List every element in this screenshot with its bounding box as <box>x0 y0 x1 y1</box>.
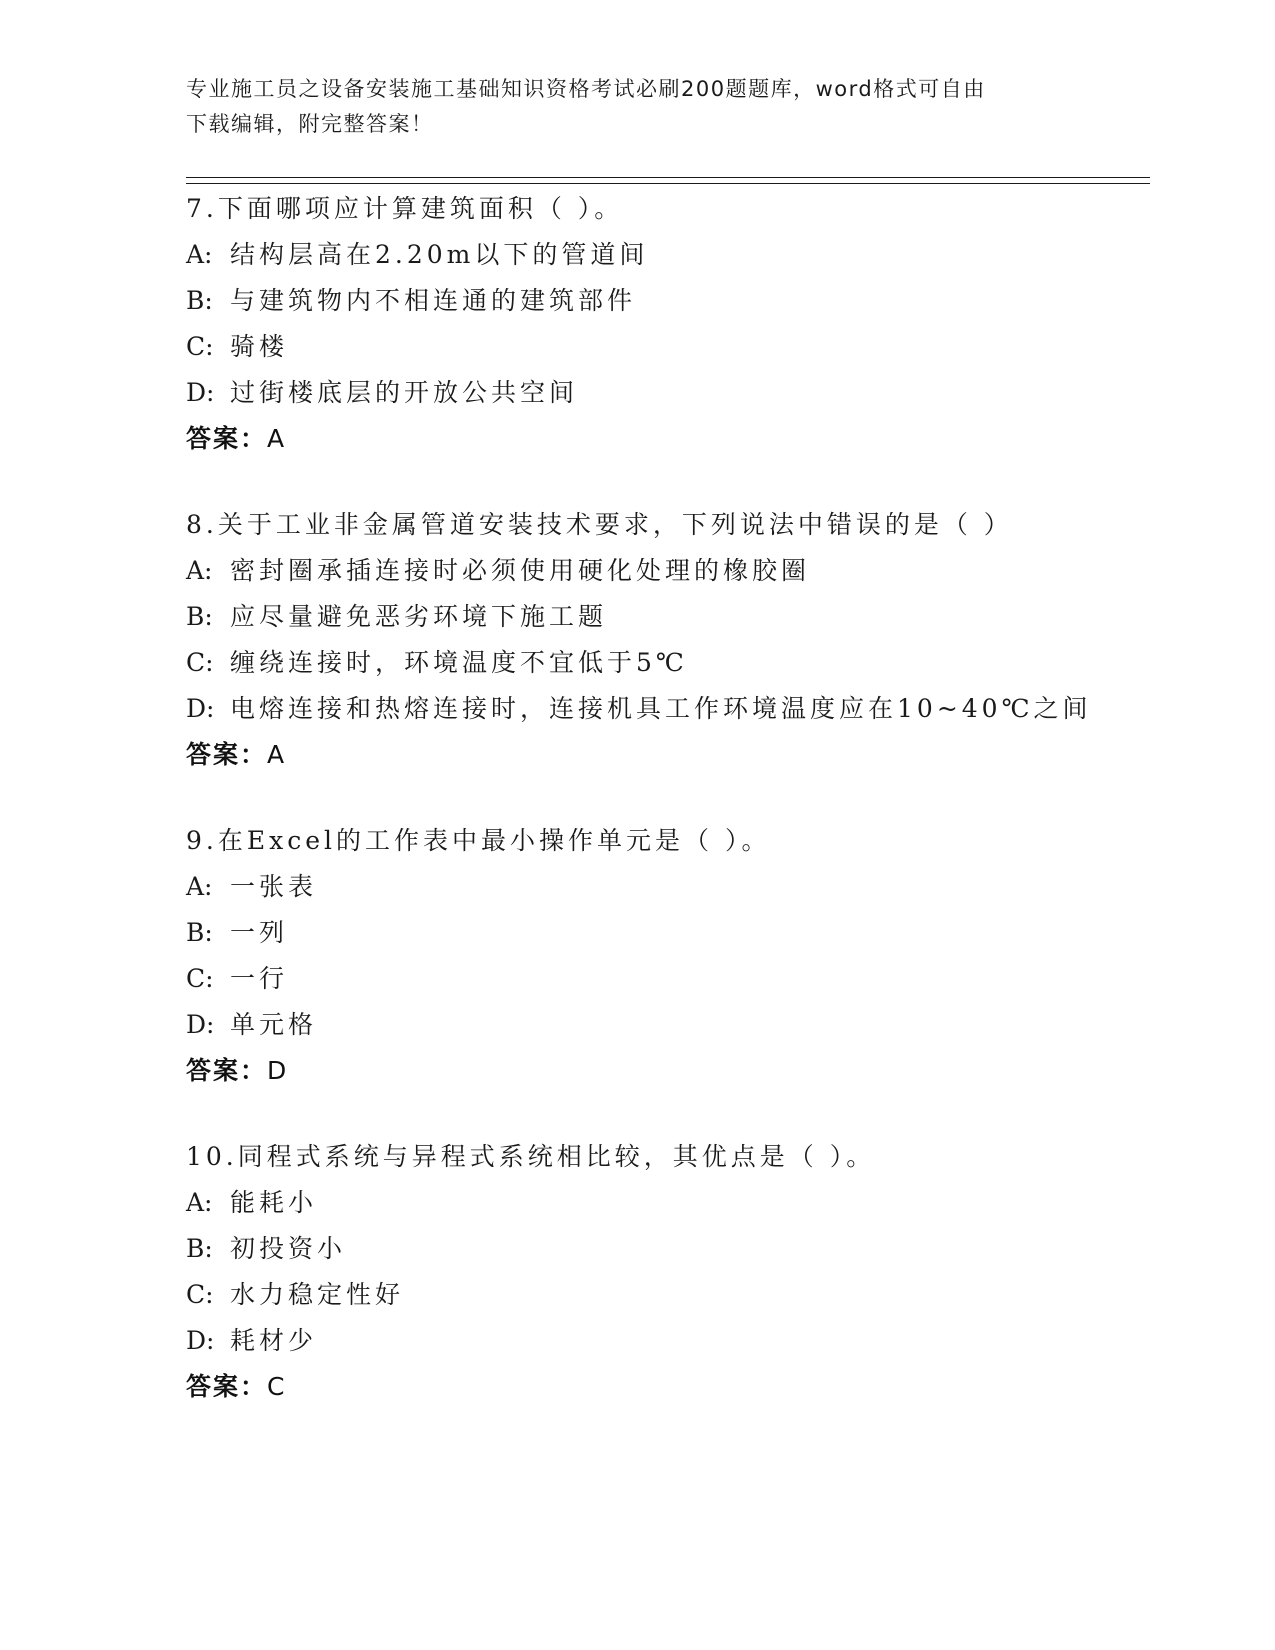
answer-value: A <box>267 740 287 769</box>
option-letter: D: <box>186 1010 215 1039</box>
header-divider-top <box>186 177 1150 178</box>
option-b <box>186 594 1126 640</box>
option-letter: C: <box>186 964 214 993</box>
option-a <box>186 232 1126 278</box>
option-letter: D: <box>186 378 215 407</box>
option-text: 与建筑物内不相连通的建筑部件 <box>230 286 637 315</box>
option-d <box>186 686 1126 732</box>
answer-label: 答案： <box>186 740 268 769</box>
option-c <box>186 956 1126 1002</box>
header-divider-bottom <box>186 183 1150 184</box>
question-7 <box>186 186 1126 462</box>
option-a <box>186 864 1126 910</box>
document-header <box>186 72 1066 142</box>
option-d <box>186 1002 1126 1048</box>
option-b <box>186 910 1126 956</box>
option-text: 应尽量避免恶劣环境下施工题 <box>230 602 608 631</box>
option-text: 骑楼 <box>230 332 289 361</box>
answer-line <box>186 1048 1126 1094</box>
option-text: 水力稳定性好 <box>230 1280 405 1309</box>
option-text: 缠绕连接时，环境温度不宜低于5℃ <box>230 648 688 677</box>
option-text: 能耗小 <box>230 1188 318 1217</box>
question-stem: 10.同程式系统与异程式系统相比较，其优点是（ ）。 <box>186 1142 876 1171</box>
question-8 <box>186 502 1126 778</box>
option-text: 一行 <box>230 964 289 993</box>
question-9 <box>186 818 1126 1094</box>
option-letter: B: <box>186 918 213 947</box>
option-letter: C: <box>186 648 214 677</box>
option-letter: A: <box>186 556 213 585</box>
option-letter: D: <box>186 1326 215 1355</box>
option-b <box>186 278 1126 324</box>
answer-label: 答案： <box>186 1056 268 1085</box>
option-text: 过街楼底层的开放公共空间 <box>230 378 579 407</box>
option-letter: D: <box>186 694 215 723</box>
answer-value: D <box>267 1056 289 1085</box>
option-c <box>186 640 1126 686</box>
option-letter: B: <box>186 602 213 631</box>
option-d <box>186 1318 1126 1364</box>
question-10 <box>186 1134 1126 1410</box>
question-stem: 8.关于工业非金属管道安装技术要求，下列说法中错误的是（ ） <box>186 510 1013 539</box>
answer-label: 答案： <box>186 1372 268 1401</box>
option-b <box>186 1226 1126 1272</box>
option-a <box>186 548 1126 594</box>
option-a <box>186 1180 1126 1226</box>
question-stem: 9.在Excel的工作表中最小操作单元是（ ）。 <box>186 826 771 855</box>
answer-line <box>186 416 1126 462</box>
answer-label: 答案： <box>186 424 268 453</box>
option-text: 结构层高在2.20m以下的管道间 <box>230 240 649 269</box>
header-line-2: 下载编辑，附完整答案！ <box>186 112 434 136</box>
header-line-1: 专业施工员之设备安装施工基础知识资格考试必刷200题题库，word格式可自由 <box>186 77 986 101</box>
option-d <box>186 370 1126 416</box>
option-text: 初投资小 <box>230 1234 347 1263</box>
option-text: 单元格 <box>230 1010 318 1039</box>
answer-line <box>186 732 1126 778</box>
question-stem: 7.下面哪项应计算建筑面积（ ）。 <box>186 194 624 223</box>
option-letter: B: <box>186 286 213 315</box>
option-letter: B: <box>186 1234 213 1263</box>
answer-line <box>186 1364 1126 1410</box>
option-letter: C: <box>186 1280 214 1309</box>
answer-value: C <box>267 1372 287 1401</box>
answer-value: A <box>267 424 287 453</box>
option-c <box>186 1272 1126 1318</box>
option-letter: A: <box>186 240 213 269</box>
option-c <box>186 324 1126 370</box>
option-letter: A: <box>186 1188 213 1217</box>
option-text: 一张表 <box>230 872 318 901</box>
option-text: 电熔连接和热熔连接时，连接机具工作环境温度应在10~40℃之间 <box>230 694 1092 723</box>
option-letter: C: <box>186 332 214 361</box>
option-letter: A: <box>186 872 213 901</box>
option-text: 耗材少 <box>230 1326 318 1355</box>
option-text: 密封圈承插连接时必须使用硬化处理的橡胶圈 <box>230 556 811 585</box>
option-text: 一列 <box>230 918 289 947</box>
